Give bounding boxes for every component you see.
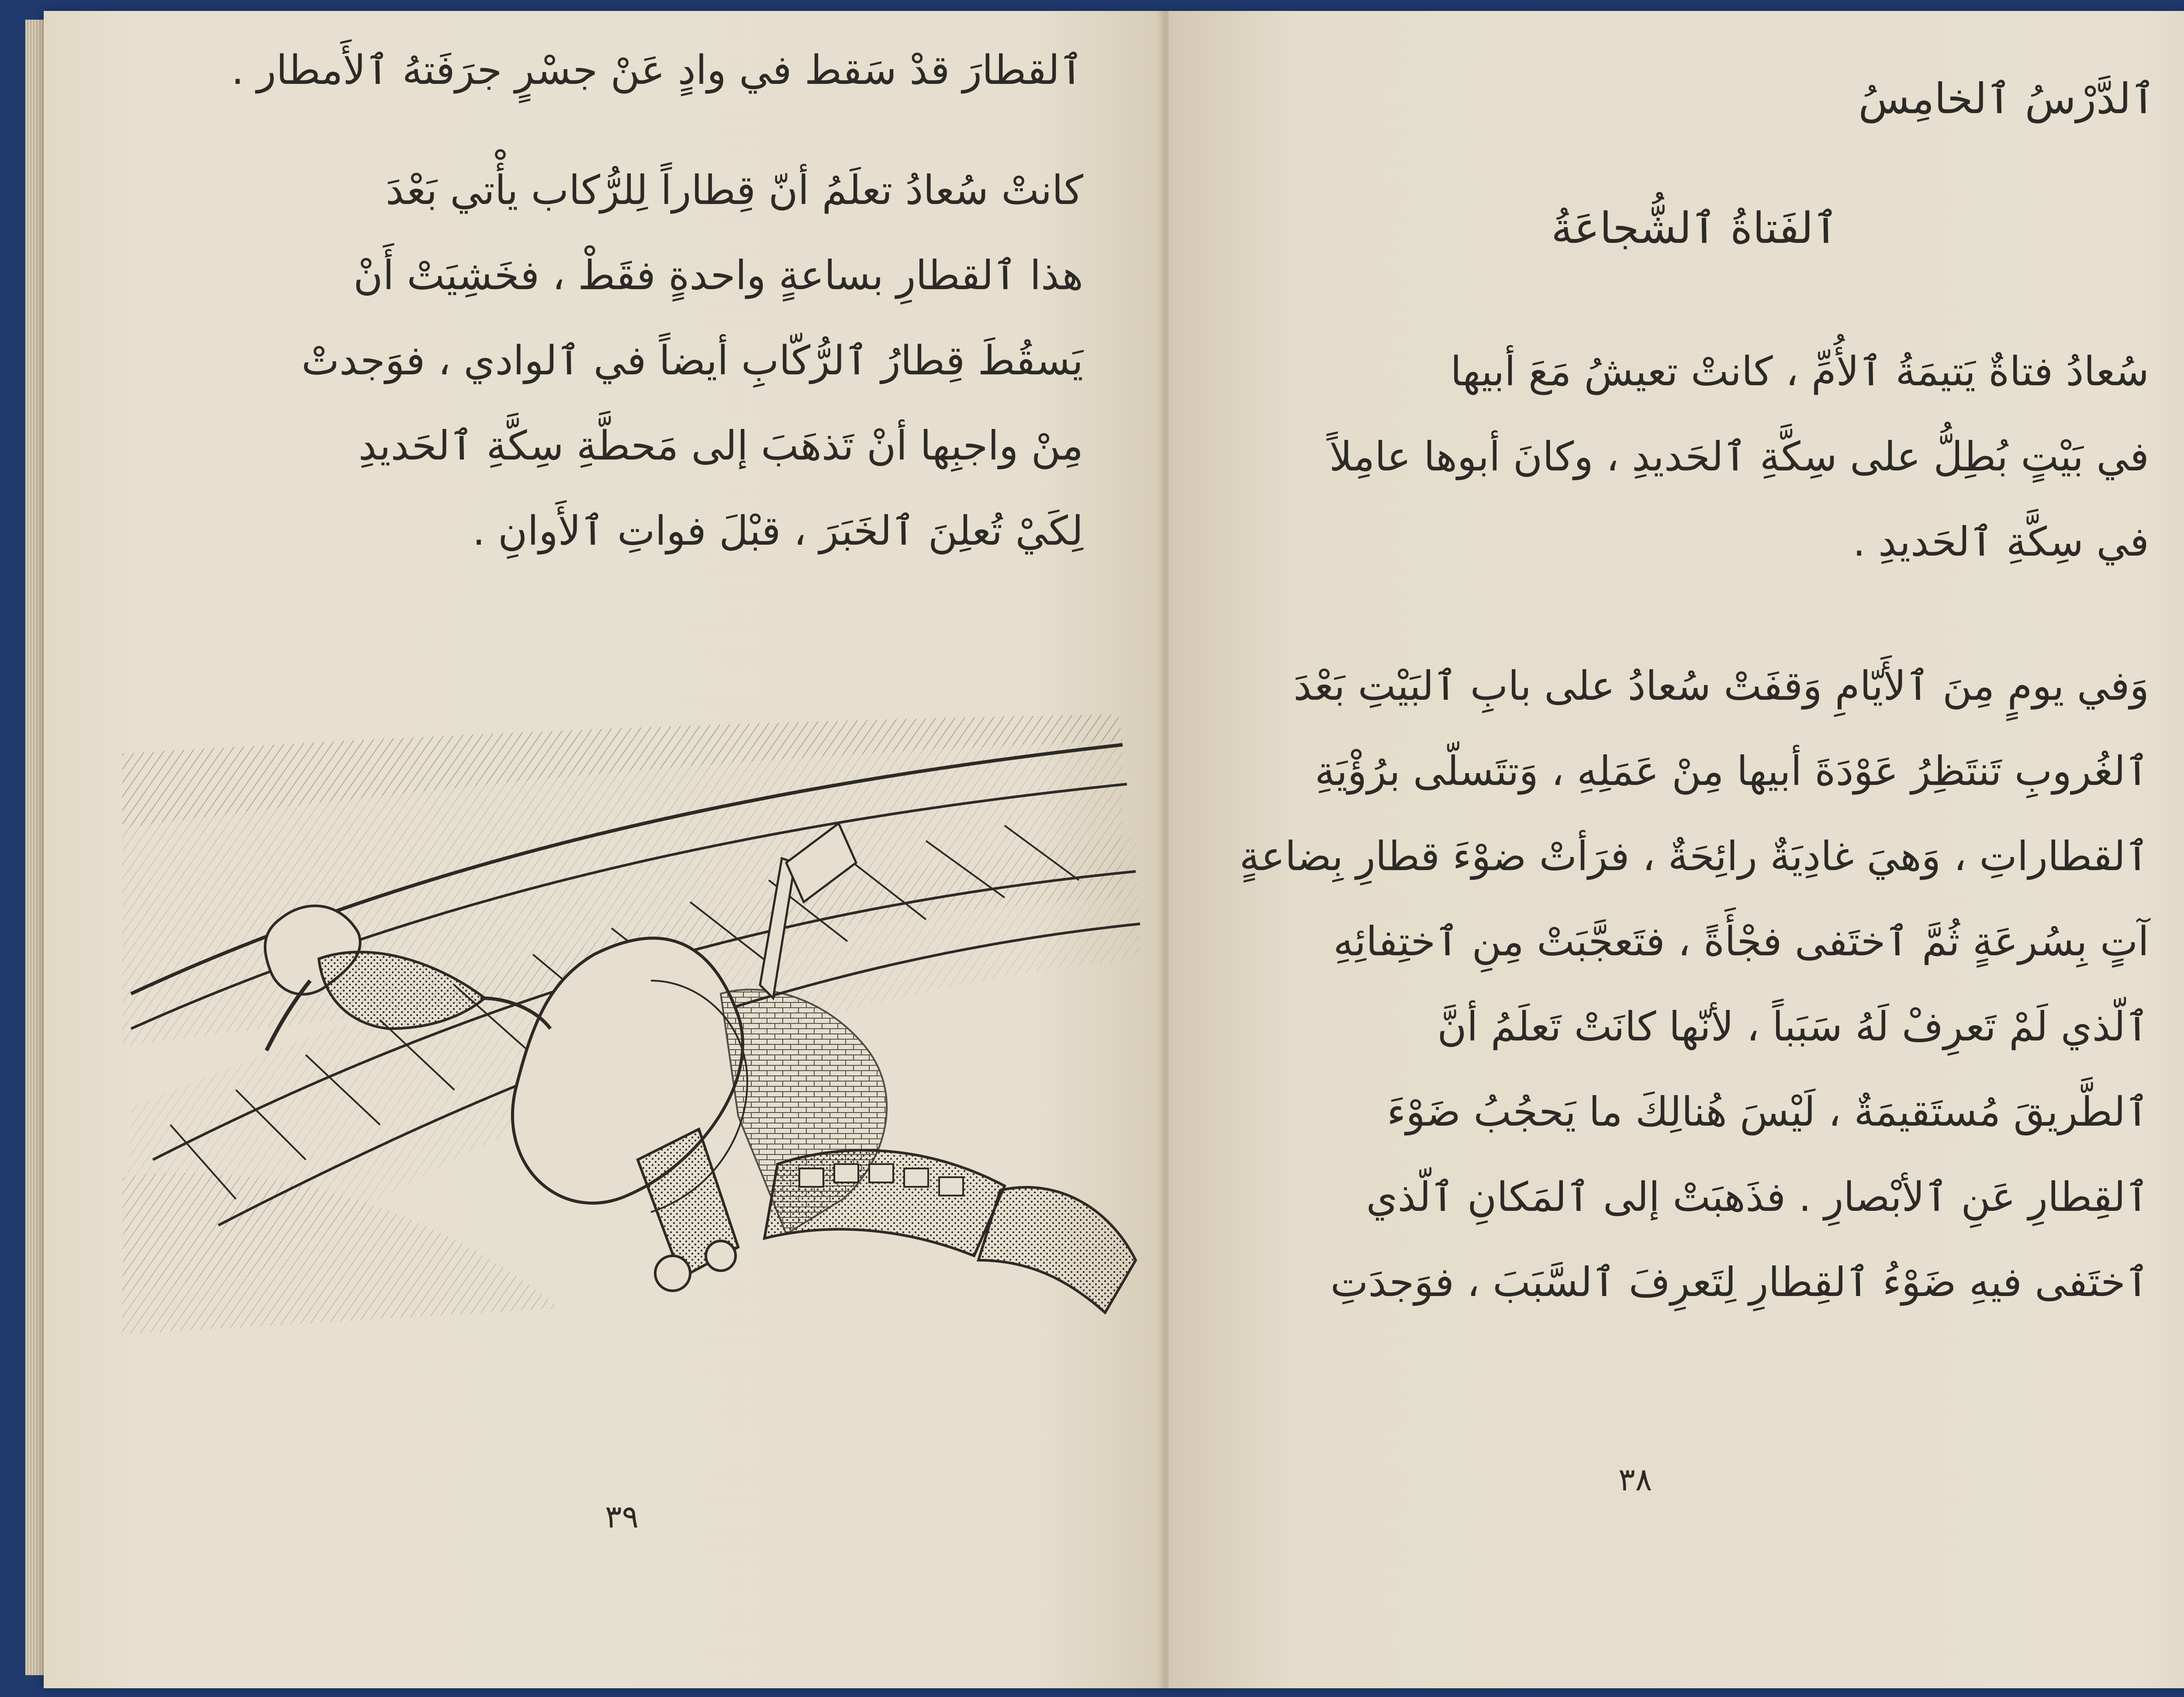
right-page-line-4: وَفي يومٍ مِنَ ٱلأَيّامِ وَقفَتْ سُعادُ على بابِ ٱلبَيْتِ بَعْدَ (1293, 663, 2149, 709)
right-page-line-5: ٱلغُروبِ تَنتَظِرُ عَوْدَةَ أبيها مِنْ عَمَلِهِ ، وَتتَسلّى برُؤْيَةِ (1315, 748, 2149, 795)
left-page-edge (25, 20, 44, 1675)
lesson-title: ٱلفَتاةُ ٱلشُّجاعَةُ (1551, 204, 1838, 253)
right-page-line-9: ٱلطَّريقَ مُستَقيمَةٌ ، لَيْسَ هُنالِكَ ما يَحجُبُ ضَوْءَ (1387, 1089, 2149, 1135)
right-page (1168, 11, 2184, 1688)
rail-bridge-collapse-illustration (122, 714, 1153, 1334)
left-page-number: ٣٩ (605, 1498, 639, 1535)
right-page-line-1: سُعادُ فتاةٌ يَتيمَةُ ٱلأُمِّ ، كانتْ تعيشُ مَعَ أبيها (1450, 348, 2149, 395)
left-page-line-2: كانتْ سُعادُ تعلَمُ أنّ قِطاراً لِلرُّكاب يأْتي بَعْدَ (385, 167, 1083, 214)
fallen-train (638, 1129, 1136, 1313)
locomotive-wheel (706, 1241, 736, 1271)
left-page-line-6: لِكَيْ تُعلِنَ ٱلخَبَرَ ، قبْلَ فواتِ ٱلأَوانِ . (472, 508, 1083, 554)
right-page-number: ٣٨ (1618, 1461, 1652, 1498)
lesson-heading: ٱلدَّرْسُ ٱلخامِسُ (1858, 74, 2156, 123)
right-page-line-10: ٱلقِطارِ عَنِ ٱلأبْصارِ . فذَهبَتْ إلى ٱلمَكانِ ٱلّذي (1366, 1174, 2149, 1220)
right-page-line-6: ٱلقطاراتِ ، وَهيَ غادِيَةٌ رائِحَةٌ ، فرَأتْ ضوْءَ قطارِ بِضاعةٍ (1239, 833, 2149, 880)
rear-carriage (978, 1187, 1136, 1313)
right-page-line-3: في سِكَّةِ ٱلحَديدِ . (1852, 518, 2149, 565)
left-page-line-1: ٱلقطارَ قدْ سَقط في وادٍ عَنْ جسْرٍ جرَفَتهُ ٱلأَمطار . (231, 47, 1083, 93)
open-book (44, 11, 2184, 1688)
left-page (44, 11, 1166, 1688)
right-page-line-8: ٱلّذي لَمْ تَعرِفْ لَهُ سَبَباً ، لأنّها كانَتْ تَعلَمُ أنَّ (1437, 1003, 2149, 1050)
right-page-line-2: في بَيْتٍ بُطِلُّ على سِكَّةِ ٱلحَديدِ ، وكانَ أبوها عامِلاً (1329, 433, 2149, 480)
left-page-line-5: مِنْ واجبِها أنْ تَذهَبَ إلى مَحطَّةِ سِكَّةِ ٱلحَديدِ (358, 422, 1083, 469)
left-page-line-3: هذا ٱلقطارِ بساعةٍ واحدةٍ فقَطْ ، فخَشِيَتْ أَنْ (353, 252, 1083, 299)
bridge-drawing (122, 714, 1153, 1334)
locomotive-wheel (655, 1256, 690, 1291)
left-page-line-4: يَسقُطَ قِطارُ ٱلرُّكّابِ أيضاً في ٱلوادي ، فوَجدتْ (301, 337, 1083, 384)
foreground-ground-hatching (122, 1173, 559, 1334)
right-page-line-7: آتٍ بِسُرعَةٍ ثُمَّ ٱختَفى فجْأَةً ، فتَعجَّبَتْ مِنِ ٱختِفائِهِ (1333, 918, 2149, 965)
right-page-line-11: ٱختَفى فيهِ ضَوْءُ ٱلقِطارِ لِتَعرِفَ ٱلسَّبَبَ ، فوَجدَتِ (1330, 1259, 2149, 1306)
